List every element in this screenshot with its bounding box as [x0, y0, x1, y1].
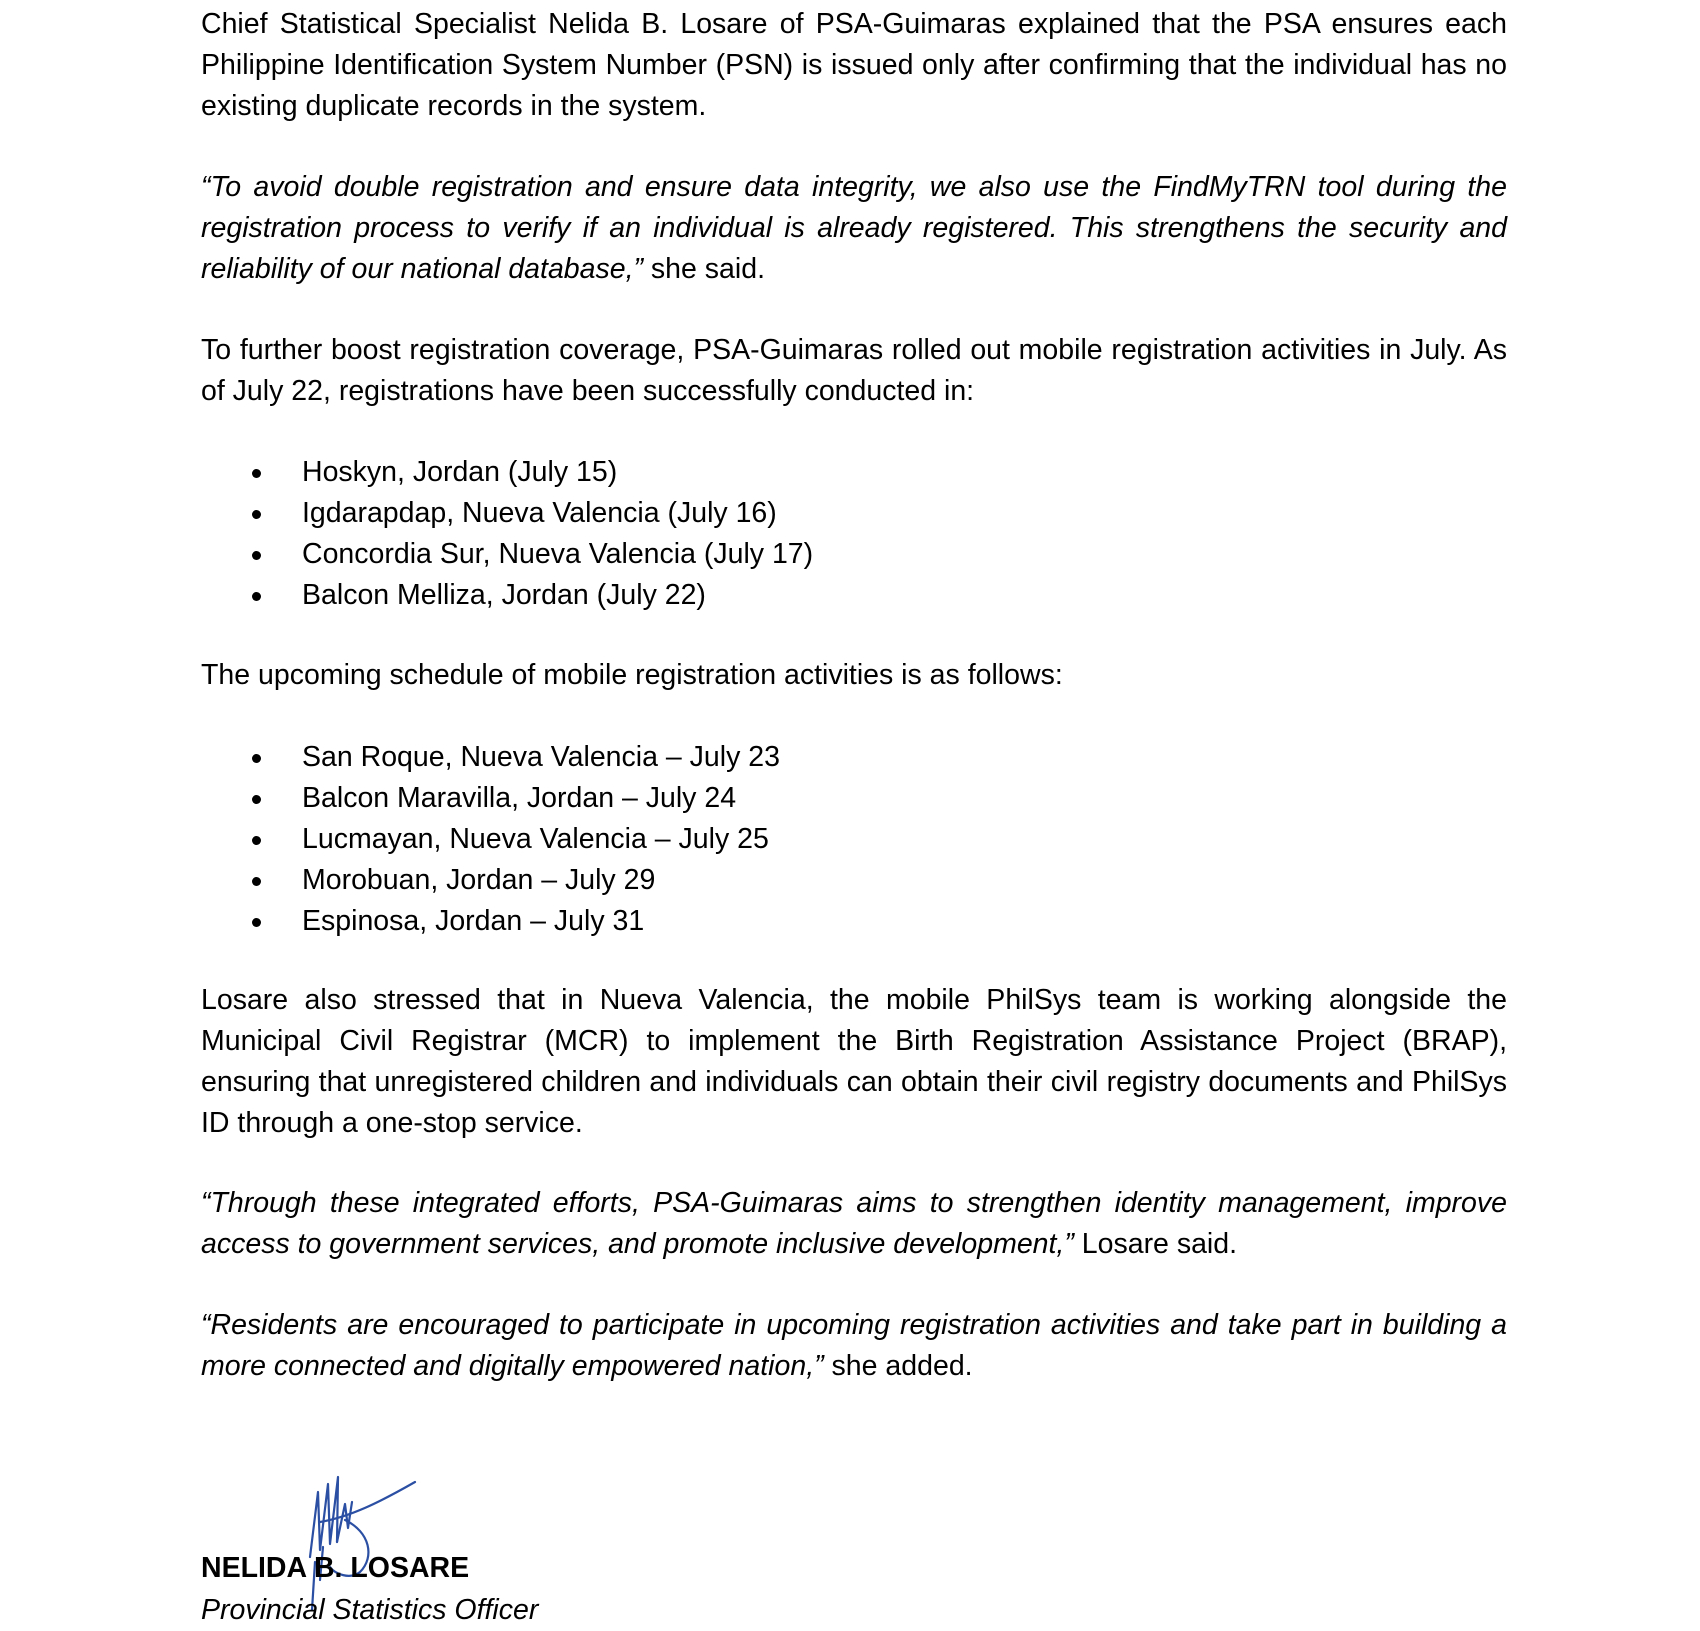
list-item-text: Hoskyn, Jordan (July 15): [302, 456, 618, 488]
quote-text: “Through these integrated efforts, PSA-Guimaras aims to strengthen identity management, improve access to government services, and promote inclusive development,”: [201, 1187, 1507, 1260]
list-item: [201, 778, 1507, 819]
list-item: [201, 575, 1507, 616]
bullet-icon: [252, 592, 261, 601]
signatory-title: Provincial Statistics Officer: [201, 1594, 539, 1626]
list-item: [201, 901, 1507, 942]
paragraph-integrated-efforts-quote: [201, 1183, 1507, 1265]
list-item-text: Morobuan, Jordan – July 29: [302, 864, 656, 896]
bullet-icon: [252, 469, 261, 478]
quote-text: “Residents are encouraged to participate in upcoming registration activities and take part in building a more connected and digitally empowered nation,”: [201, 1309, 1507, 1382]
list-item-text: San Roque, Nueva Valencia – July 23: [302, 741, 780, 773]
bullet-icon: [252, 795, 261, 804]
bullet-icon: [252, 754, 261, 763]
paragraph-mobile-registration: To further boost registration coverage, PSA-Guimaras rolled out mobile registration activities in July. As of July 22, registrations have been successfully conducted in:: [201, 334, 1507, 407]
list-item: [201, 452, 1507, 493]
quote-text: “To avoid double registration and ensure data integrity, we also use the FindMyTRN tool during the registration process to verify if an individual is already registered. This strengthens the security and reliability of our national database,”: [201, 171, 1507, 285]
signatory-name: NELIDA B. LOSARE: [201, 1552, 470, 1584]
paragraph-residents-quote: [201, 1305, 1507, 1387]
bullet-icon: [252, 510, 261, 519]
bullet-icon: [252, 877, 261, 886]
quote-attribution: Losare said.: [1073, 1228, 1238, 1260]
list-item: [201, 860, 1507, 901]
paragraph-brap: Losare also stressed that in Nueva Valencia, the mobile PhilSys team is working alongside the Municipal Civil Registrar (MCR) to implement the Birth Registration Assistance Project (BRAP), ensuring that unregistered children and individuals can obtain their civil registry documents and PhilSys ID through a one-stop service.: [201, 984, 1507, 1139]
quote-attribution: she added.: [823, 1350, 973, 1382]
list-item: [201, 534, 1507, 575]
list-item: [201, 493, 1507, 534]
list-item: [201, 819, 1507, 860]
paragraph-findmytrn-quote: [201, 167, 1507, 290]
bullet-icon: [252, 551, 261, 560]
upcoming-schedule-list: [201, 737, 1507, 942]
paragraph-upcoming-schedule-intro: The upcoming schedule of mobile registration activities is as follows:: [201, 659, 1063, 691]
list-item-text: Balcon Melliza, Jordan (July 22): [302, 579, 706, 611]
paragraph-psn-issuance: Chief Statistical Specialist Nelida B. Losare of PSA-Guimaras explained that the PSA ensures each Philippine Identification System Number (PSN) is issued only after confirming that the individual has no existing duplicate records in the system.: [201, 8, 1507, 122]
list-item-text: Concordia Sur, Nueva Valencia (July 17): [302, 538, 814, 570]
list-item-text: Espinosa, Jordan – July 31: [302, 905, 645, 937]
list-item-text: Igdarapdap, Nueva Valencia (July 16): [302, 497, 777, 529]
list-item-text: Lucmayan, Nueva Valencia – July 25: [302, 823, 769, 855]
quote-attribution: she said.: [643, 253, 766, 285]
completed-registrations-list: [201, 452, 1507, 616]
bullet-icon: [252, 918, 261, 927]
list-item: [201, 737, 1507, 778]
bullet-icon: [252, 836, 261, 845]
list-item-text: Balcon Maravilla, Jordan – July 24: [302, 782, 737, 814]
